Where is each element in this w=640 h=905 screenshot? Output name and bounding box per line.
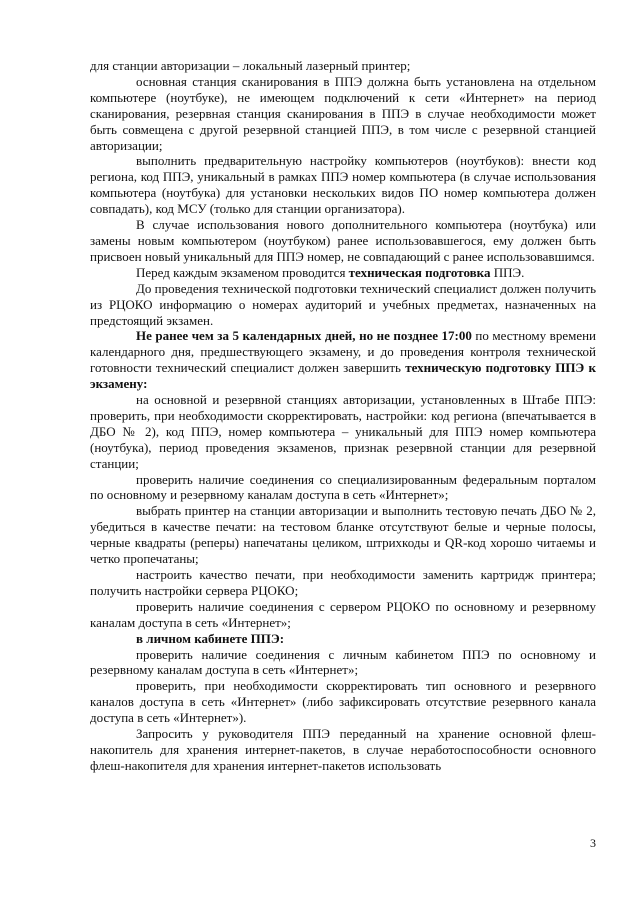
paragraph-5-bold: техническая подготовка (348, 264, 491, 280)
paragraph-11: настроить качество печати, при необходимости заменить картридж принтера; получить настройки сервера РЦОКО; (90, 567, 596, 598)
paragraph-16: Запросить у руководителя ППЭ переданный на хранение основной флеш-накопитель для хранения интернет-пакетов, в случае неработоспособности основного флеш-накопителя для хранения интернет-пакетов использовать (90, 726, 596, 773)
paragraph-2: основная станция сканирования в ППЭ должна быть установлена на отдельном компьютере (ноутбуке), не имеющем подключений к сети «Интернет» на период сканирования, резервная станция сканирования в ППЭ в случае необходимости может быть совмещена с другой резервной станцией ППЭ, в том числе с резервной станцией авторизации; (90, 73, 596, 153)
paragraph-5-text-before: Перед каждым экзаменом проводится (136, 264, 349, 280)
paragraph-6: До проведения технической подготовки технический специалист должен получить из РЦОКО информацию о номерах аудиторий и учебных предметах, назначенных на предстоящий экзамен. (90, 280, 596, 328)
paragraph-4: В случае использования нового дополнительного компьютера (ноутбука) или замены новым компьютером (ноутбуком) ранее использовавшегося, ему должен быть присвоен новый уникальный для ППЭ номер, не совпадающий с ранее использовавшимся. (90, 217, 596, 264)
paragraph-7-bold-end: техническую подготовку ППЭ к экзамену: (90, 360, 596, 392)
paragraph-5 (90, 265, 596, 281)
paragraph-15: проверить, при необходимости скорректировать тип основного и резервного каналов доступа в сеть «Интернет» (либо зафиксировать отсутствие резервного канала доступа в сеть «Интернет»). (90, 678, 596, 726)
page-body (90, 58, 596, 774)
paragraph-8: на основной и резервной станциях авторизации, установленных в Штабе ППЭ: проверить, при необходимости скорректировать, настройки: код региона (впечатывается в ДБО № 2), код ППЭ, номер компьютера – уникальный для ППЭ номер компьютера (ноутбука), период проведения экзаменов, признак резервной станции для резервной станции; (90, 392, 596, 471)
paragraph-3: выполнить предварительную настройку компьютеров (ноутбуков): внести код региона, код ППЭ, уникальный в рамках ППЭ номер компьютера (в случае использования компьютера (ноутбука) для установки нескольких видов ПО номер компьютера должен совпадать), код МСУ (только для станции организатора). (90, 153, 596, 217)
paragraph-5-text-after: ППЭ. (490, 264, 525, 280)
paragraph-10: выбрать принтер на станции авторизации и выполнить тестовую печать ДБО № 2, убедиться в качестве печати: на тестовом бланке отсутствуют белые и черные полосы, черные квадраты (реперы) напечатаны целиком, штрихкоды и QR-код хорошо читаемы и четко пропечатаны; (90, 503, 596, 567)
paragraph-7-bold-start: Не ранее чем за 5 календарных дней, но не позднее 17:00 (136, 328, 472, 344)
paragraph-7-text-middle: по местному времени календарного дня, предшествующего экзамену, и до проведения контроля технической готовности технический специалист должен завершить (90, 328, 596, 376)
paragraph-14: проверить наличие соединения с личным кабинетом ППЭ по основному и резервному каналам доступа в сеть «Интернет»; (90, 646, 596, 678)
paragraph-9: проверить наличие соединения со специализированным федеральным порталом по основному и резервному каналам доступа в сеть «Интернет»; (90, 471, 596, 503)
paragraph-1: для станции авторизации – локальный лазерный принтер; (90, 58, 411, 73)
paragraph-13-bold: в личном кабинете ППЭ: (136, 630, 285, 646)
paragraph-13 (90, 631, 596, 647)
paragraph-12: проверить наличие соединения с сервером РЦОКО по основному и резервному каналам доступа в сеть «Интернет»; (90, 598, 596, 630)
page-number: 3 (590, 836, 596, 850)
paragraph-7 (90, 328, 596, 392)
